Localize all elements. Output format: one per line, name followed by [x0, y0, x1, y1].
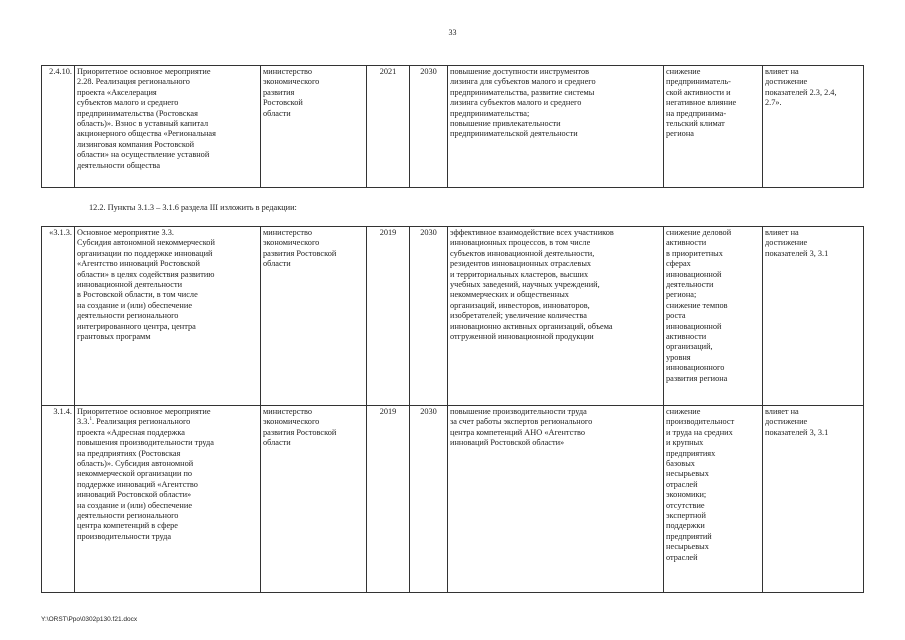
text-line: отгруженной инновационной продукции	[450, 332, 594, 342]
text-line: роста	[666, 311, 686, 321]
event-line-part: 3.3.	[77, 417, 90, 427]
row-number: 3.1.4.	[42, 406, 75, 593]
executor-cell	[261, 406, 367, 593]
text-line: развития Ростовской	[263, 248, 337, 258]
event-cell	[75, 406, 261, 593]
text-line: инновационной деятельности	[77, 280, 183, 290]
consequences-cell	[664, 227, 763, 406]
text-line: интегрированного центра, центра	[77, 321, 196, 331]
text-line: на создание и (или) обеспечение	[77, 500, 192, 510]
text-line: снижение	[666, 407, 701, 416]
text-line: инноваций Ростовской области»	[77, 490, 192, 500]
text-line: снижение деловой	[666, 228, 732, 237]
result-cell	[448, 227, 664, 406]
result-cell	[448, 406, 664, 593]
text-line: снижение темпов	[666, 300, 728, 310]
text-line: грантовых программ	[77, 332, 151, 342]
event-line	[77, 417, 258, 427]
text-line: отсутствие	[666, 500, 705, 510]
text-line: инновационной	[666, 321, 722, 331]
text-line: Приоритетное основное мероприятие	[77, 67, 211, 76]
end-year: 2030	[410, 406, 448, 593]
text-line: «Агентство инноваций Ростовской	[77, 259, 200, 269]
text-line: на предприятиях (Ростовская	[77, 448, 181, 458]
text-line: организаций,	[666, 342, 713, 352]
text-line: организаций, инвесторов, инноваторов,	[450, 300, 590, 310]
text-line: Субсидия автономной некоммерческой	[77, 238, 215, 248]
text-line: деятельности общества	[77, 160, 161, 170]
text-line: области» на осуществление уставной	[77, 150, 210, 160]
text-line: на создание и (или) обеспечение	[77, 300, 192, 310]
text-line: резидентов инновационных отраслевых	[450, 259, 592, 269]
text-line: организации по поддержке инноваций	[77, 248, 213, 258]
text-line: развития	[263, 87, 295, 97]
text-line: субъектов инновационной деятельности,	[450, 248, 595, 258]
start-year: 2019	[367, 406, 410, 593]
text-line: инновационно активных организаций, объема	[450, 321, 613, 331]
text-line: достижение	[765, 417, 808, 427]
text-line: развития Ростовской	[263, 427, 337, 437]
amendment-instruction: 12.2. Пункты 3.1.3 – 3.1.6 раздела III изложить в редакции:	[89, 203, 297, 212]
measures-table-bottom	[41, 226, 864, 593]
text-line: в приоритетных	[666, 248, 723, 258]
text-line: отраслей	[666, 479, 698, 489]
text-line: достижение	[765, 238, 808, 248]
text-line: несырьевых	[666, 469, 709, 479]
text-line: экономического	[263, 417, 320, 427]
measures-table-top	[41, 65, 864, 188]
text-line: отраслей	[666, 552, 698, 562]
text-line: область)». Взнос в уставный капитал	[77, 119, 209, 129]
executor-cell	[261, 227, 367, 406]
text-line: повышение производительности труда	[450, 407, 587, 416]
text-line: изобретателей; увеличение количества	[450, 311, 587, 321]
text-line: экономического	[263, 77, 320, 87]
text-line: на предпринима-	[666, 108, 727, 118]
text-line: предпринимательства, развитие системы	[450, 87, 595, 97]
table-row-3-1-3	[42, 227, 864, 406]
text-line: влияет на	[765, 407, 799, 416]
text-line: инновационного	[666, 363, 725, 373]
text-line: министерство	[263, 67, 313, 76]
text-line: министерство	[263, 407, 313, 416]
text-line: показателей 2.3, 2.4,	[765, 87, 837, 97]
text-line: предпринимательской деятельности	[450, 129, 578, 139]
text-line: 2.7».	[765, 98, 782, 108]
text-line: и территориальных кластеров, высших	[450, 269, 589, 279]
table-row-2-4-10	[42, 66, 864, 188]
text-line: активности	[666, 332, 707, 342]
text-line: инноваций Ростовской области»	[450, 438, 565, 448]
text-line: производительности труда	[77, 531, 172, 541]
text-line: активности	[666, 238, 707, 248]
event-line: Приоритетное основное мероприятие	[77, 407, 211, 416]
text-line: повышения производительности труда	[77, 438, 214, 448]
row-number: 2.4.10.	[42, 66, 75, 188]
table-row-3-1-4	[42, 406, 864, 593]
event-line-part: . Реализация регионального	[91, 417, 191, 427]
text-line: региона;	[666, 290, 697, 300]
start-year: 2019	[367, 227, 410, 406]
indicator-link-cell	[763, 406, 864, 593]
end-year: 2030	[410, 227, 448, 406]
executor-cell	[261, 66, 367, 188]
row-number: «3.1.3.	[42, 227, 75, 406]
text-line: предприниматель-	[666, 77, 731, 87]
text-line: снижение	[666, 67, 701, 76]
text-line: область)». Субсидия автономной	[77, 459, 194, 469]
text-line: некоммерческой организации по	[77, 469, 193, 479]
text-line: деятельности регионального	[77, 511, 179, 521]
text-line: министерство	[263, 228, 313, 237]
text-line: экспертной	[666, 511, 706, 521]
text-line: 2.28. Реализация регионального	[77, 77, 190, 87]
indicator-link-cell	[763, 227, 864, 406]
text-line: базовых	[666, 459, 695, 469]
footnote-mark: 1	[89, 417, 92, 423]
text-line: лизинга субъектов малого и среднего	[450, 98, 582, 108]
consequences-cell	[664, 66, 763, 188]
text-line: показателей 3, 3.1	[765, 427, 829, 437]
text-line: некоммерческих и общественных	[450, 290, 569, 300]
text-line: области	[263, 108, 291, 118]
end-year: 2030	[410, 66, 448, 188]
text-line: несырьевых	[666, 542, 709, 552]
start-year: 2021	[367, 66, 410, 188]
result-cell	[448, 66, 664, 188]
indicator-link-cell	[763, 66, 864, 188]
text-line: предпринимательства;	[450, 108, 530, 118]
text-line: развития региона	[666, 373, 728, 383]
text-line: уровня	[666, 352, 691, 362]
text-line: предпринимательства (Ростовская	[77, 108, 198, 118]
text-line: тельский климат	[666, 119, 725, 129]
event-lines	[77, 428, 258, 542]
text-line: за счет работы экспертов регионального	[450, 417, 593, 427]
text-line: поддержки	[666, 521, 705, 531]
text-line: влияет на	[765, 228, 799, 237]
consequences-cell	[664, 406, 763, 593]
event-cell	[75, 66, 261, 188]
text-line: показателей 3, 3.1	[765, 248, 829, 258]
text-line: и крупных	[666, 438, 704, 448]
text-line: поддержке инноваций «Агентство	[77, 479, 198, 489]
text-line: Ростовской	[263, 98, 303, 108]
text-line: учебных заведений, научных учреждений,	[450, 280, 600, 290]
text-line: Основное мероприятие 3.3.	[77, 228, 174, 237]
text-line: сферах	[666, 259, 691, 269]
text-line: достижение	[765, 77, 808, 87]
text-line: ской активности и	[666, 87, 731, 97]
text-line: лизинга для субъектов малого и среднего	[450, 77, 596, 87]
text-line: акционерного общества «Региональная	[77, 129, 216, 139]
text-line: в Ростовской области, в том числе	[77, 290, 198, 300]
text-line: проекта «Адресная поддержка	[77, 427, 185, 437]
text-line: негативное влияние	[666, 98, 737, 108]
text-line: центра компетенций в сфере	[77, 521, 178, 531]
text-line: экономики;	[666, 490, 707, 500]
text-line: области	[263, 259, 291, 269]
text-line: субъектов малого и среднего	[77, 98, 179, 108]
text-line: лизинговая компания Ростовской	[77, 139, 195, 149]
text-line: производительност	[666, 417, 735, 427]
text-line: предприятий	[666, 531, 712, 541]
text-line: инновационной	[666, 269, 722, 279]
text-line: повышение доступности инструментов	[450, 67, 590, 76]
text-line: области	[263, 438, 291, 448]
text-line: предприятиях	[666, 448, 716, 458]
file-path-footer: Y:\ORST\Ppo\0302p130.f21.docx	[41, 616, 138, 623]
text-line: эффективное взаимодействие всех участников	[450, 228, 614, 237]
page-number: 33	[448, 28, 457, 37]
text-line: области» в целях содействия развитию	[77, 269, 215, 279]
text-line: проекта «Акселерация	[77, 87, 157, 97]
text-line: деятельности	[666, 280, 714, 290]
text-line: региона	[666, 129, 694, 139]
text-line: центра компетенций АНО «Агентство	[450, 427, 585, 437]
event-cell	[75, 227, 261, 406]
text-line: экономического	[263, 238, 320, 248]
text-line: повышение привлекательности	[450, 119, 561, 129]
text-line: и труда на средних	[666, 427, 733, 437]
text-line: инновационных процессов, в том числе	[450, 238, 591, 248]
text-line: деятельности регионального	[77, 311, 179, 321]
text-line: влияет на	[765, 67, 799, 76]
